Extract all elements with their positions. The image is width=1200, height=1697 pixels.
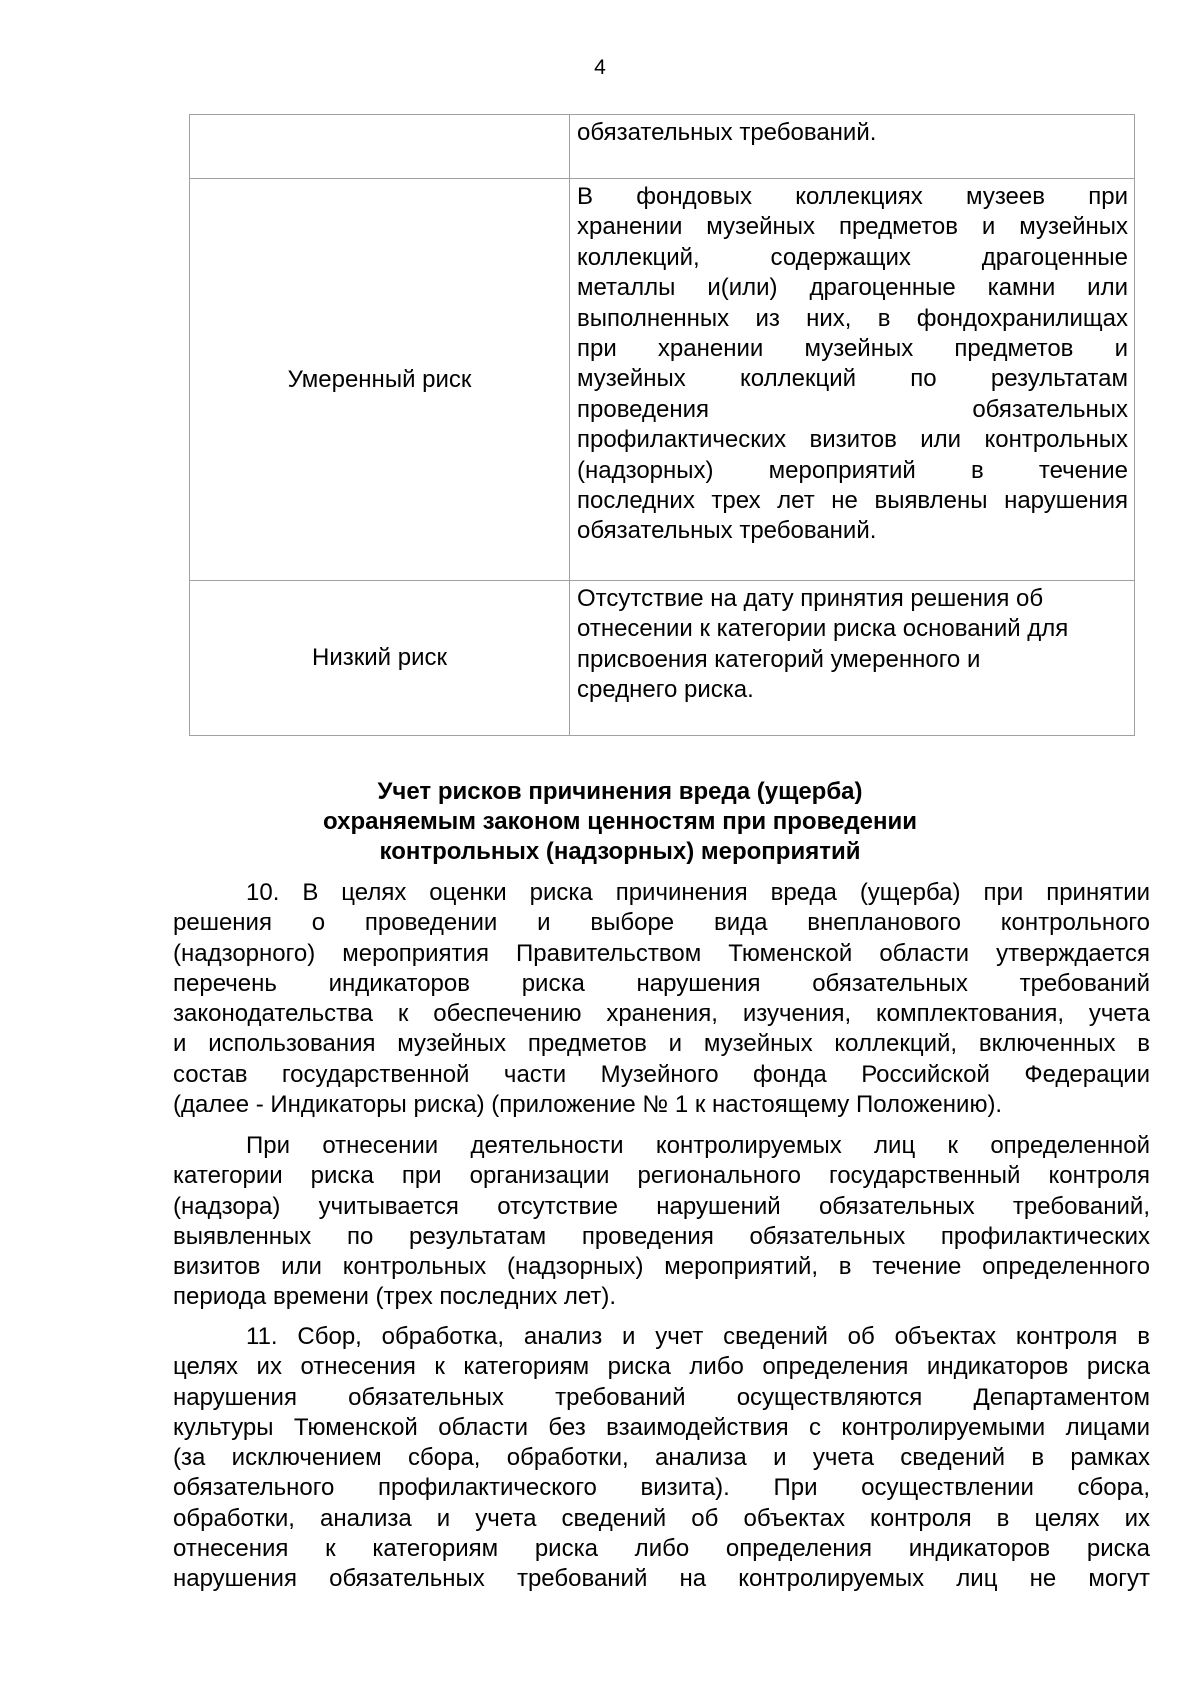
paragraph-line: 11. Сбор, обработка, анализ и учет сведений об объектах контроля в: [246, 1323, 1150, 1350]
paragraph-line: культуры Тюменской области без взаимодействия с контролируемыми лицами: [173, 1413, 1150, 1441]
description-line: отнесении к категории риска оснований для: [577, 615, 1069, 643]
paragraph-line: отнесения к категориям риска либо определения индикаторов риска: [173, 1535, 1150, 1563]
paragraph-11: [173, 1322, 1150, 1595]
risk-category-cell: Умеренный риск: [190, 179, 570, 581]
description-line: профилактических визитов или контрольных: [577, 426, 1128, 454]
description-line: присвоения категорий умеренного и: [577, 645, 981, 673]
description-line: хранении музейных предметов и музейных: [577, 213, 1128, 241]
paragraph-line: (надзорного) мероприятия Правительством Тюменской области утверждается: [173, 939, 1150, 967]
description-line: при хранении музейных предметов и: [577, 335, 1128, 363]
description-line: обязательных требований.: [577, 119, 877, 146]
paragraph-line: нарушения обязательных требований на контролируемых лиц не могут: [173, 1565, 1150, 1593]
section-heading: [300, 777, 940, 867]
paragraph-line: визитов или контрольных (надзорных) мероприятий, в течение определенного: [173, 1253, 1150, 1281]
paragraph-line: выявленных по результатам проведения обязательных профилактических: [173, 1222, 1150, 1250]
risk-description-cell: [570, 581, 1135, 736]
description-line: выполненных из них, в фондохранилищах: [577, 304, 1128, 332]
description-line: музейных коллекций по результатам: [577, 365, 1128, 393]
paragraph-risk-assignment: [173, 1131, 1150, 1313]
paragraph-line: обработки, анализа и учета сведений об объектах контроля в целях их: [173, 1504, 1150, 1532]
paragraph-line: обязательного профилактического визита). При осуществлении сбора,: [173, 1474, 1150, 1502]
table-row: [190, 581, 1135, 736]
risk-category-cell: Низкий риск: [190, 581, 570, 736]
paragraph-line: При отнесении деятельности контролируемых лиц к определенной: [246, 1132, 1150, 1159]
description-line: среднего риска.: [577, 676, 754, 704]
paragraph-line: (за исключением сбора, обработки, анализа и учета сведений в рамках: [173, 1444, 1150, 1472]
risk-description-cell: [570, 179, 1135, 581]
heading-line: Учет рисков причинения вреда (ущерба): [377, 778, 863, 805]
description-line: последних трех лет не выявлены нарушения: [577, 487, 1128, 515]
paragraph-line: 10. В целях оценки риска причинения вреда (ущерба) при принятии: [246, 879, 1150, 906]
paragraph-line: периода времени (трех последних лет).: [173, 1283, 617, 1311]
heading-line: охраняемым законом ценностям при проведении: [323, 808, 917, 835]
risk-category-table: [189, 114, 1135, 736]
description-line: Отсутствие на дату принятия решения об: [577, 585, 1044, 612]
paragraph-line: целях их отнесения к категориям риска либо определения индикаторов риска: [173, 1353, 1150, 1381]
description-line: обязательных требований.: [577, 517, 877, 545]
description-line: В фондовых коллекциях музеев при: [577, 183, 1128, 210]
paragraph-line: состав государственной части Музейного фонда Российской Федерации: [173, 1060, 1150, 1088]
heading-line: контрольных (надзорных) мероприятий: [379, 838, 861, 865]
paragraph-line: решения о проведении и выборе вида внепланового контрольного: [173, 909, 1150, 937]
paragraph-10: [173, 878, 1150, 1120]
risk-category-cell: [190, 115, 570, 179]
paragraph-line: и использования музейных предметов и музейных коллекций, включенных в: [173, 1030, 1150, 1058]
paragraph-line: нарушения обязательных требований осуществляются Департаментом: [173, 1383, 1150, 1411]
description-line: коллекций, содержащих драгоценные: [577, 243, 1128, 271]
risk-description-cell: [570, 115, 1135, 179]
description-line: проведения обязательных: [577, 395, 1128, 423]
table-row: [190, 115, 1135, 179]
paragraph-line: (надзора) учитывается отсутствие нарушений обязательных требований,: [173, 1192, 1150, 1220]
description-line: металлы и(или) драгоценные камни или: [577, 274, 1128, 302]
description-line: (надзорных) мероприятий в течение: [577, 456, 1128, 484]
paragraph-line: законодательства к обеспечению хранения, изучения, комплектования, учета: [173, 1000, 1150, 1028]
paragraph-line: категории риска при организации регионального государственный контроля: [173, 1162, 1150, 1190]
paragraph-line: перечень индикаторов риска нарушения обязательных требований: [173, 969, 1150, 997]
paragraph-line: (далее - Индикаторы риска) (приложение № 1 к настоящему Положению).: [173, 1091, 1003, 1119]
page-number: 4: [594, 56, 606, 79]
table-row: [190, 179, 1135, 581]
